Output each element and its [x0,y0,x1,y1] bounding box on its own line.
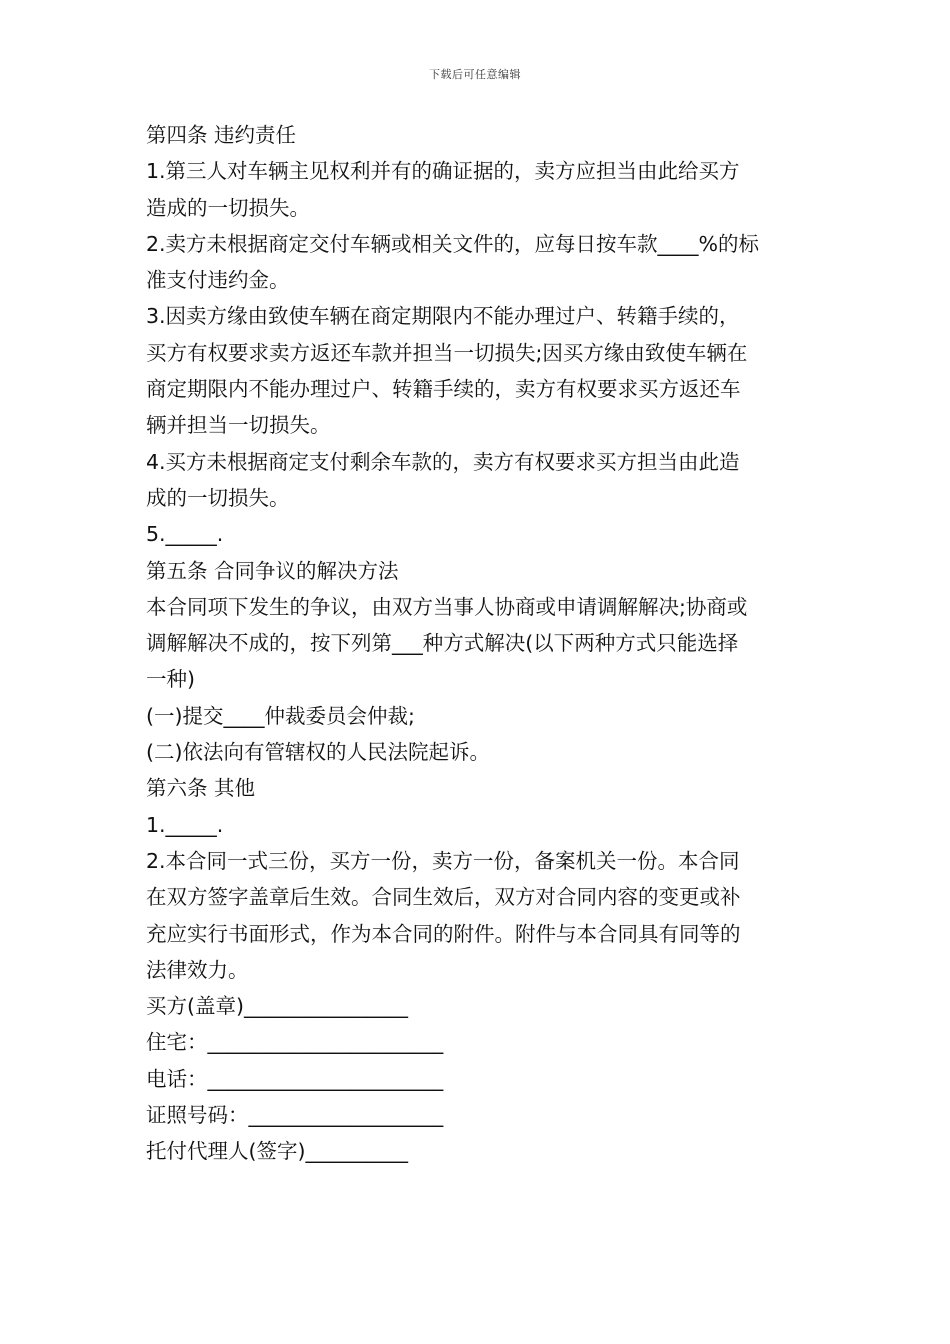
article-6-heading: 第六条 其他 [146,776,256,801]
article-5-heading: 第五条 合同争议的解决方法 [146,558,399,583]
text-line: 3.因卖方缘由致使车辆在商定期限内不能办理过户、转籍手续的， [146,304,740,329]
signature-address: 住宅：_______________________ [146,1030,444,1055]
text-line: 准支付违约金。 [146,268,290,293]
signature-buyer-seal: 买方(盖章)________________ [146,994,408,1019]
text-line: 商定期限内不能办理过户、转籍手续的，卖方有权要求买方返还车 [146,377,741,402]
text-line: 4.买方未根据商定支付剩余车款的，卖方有权要求买方担当由此造 [146,449,740,474]
signature-agent: 托付代理人(签字)__________ [146,1139,408,1164]
signature-id-number: 证照号码：___________________ [146,1103,444,1128]
page-header: 下载后可任意编辑 [429,68,521,81]
text-line: 在双方签字盖章后生效。合同生效后，双方对合同内容的变更或补 [146,885,741,910]
text-line: 1.第三人对车辆主见权利并有的确证据的，卖方应担当由此给买方 [146,159,740,184]
text-line: 5._____. [146,522,224,547]
text-line: 成的一切损失。 [146,485,290,510]
text-line: 法律效力。 [146,957,249,982]
text-line: 2.卖方未根据商定交付车辆或相关文件的，应每日按车款____%的标 [146,231,760,256]
text-line: 买方有权要求卖方返还车款并担当一切损失;因买方缘由致使车辆在 [146,340,748,365]
text-line: 2.本合同一式三份，买方一份，卖方一份，备案机关一份。本合同 [146,848,740,873]
text-line: (一)提交____仲裁委员会仲裁; [146,703,415,728]
article-4-heading: 第四条 违约责任 [146,123,297,147]
text-line: 调解解决不成的，按下列第___种方式解决(以下两种方式只能选择 [146,631,739,656]
text-line: 一种) [146,667,195,692]
text-line: 本合同项下发生的争议，由双方当事人协商或申请调解解决;协商或 [146,594,748,619]
document-body [146,117,810,1170]
text-line: 辆并担当一切损失。 [146,413,331,438]
text-line: 充应实行书面形式，作为本合同的附件。附件与本合同具有同等的 [146,921,741,946]
signature-phone: 电话：_______________________ [146,1066,444,1091]
text-line: 造成的一切损失。 [146,195,310,220]
text-line: 1._____. [146,812,224,837]
text-line: (二)依法向有管辖权的人民法院起诉。 [146,740,490,765]
